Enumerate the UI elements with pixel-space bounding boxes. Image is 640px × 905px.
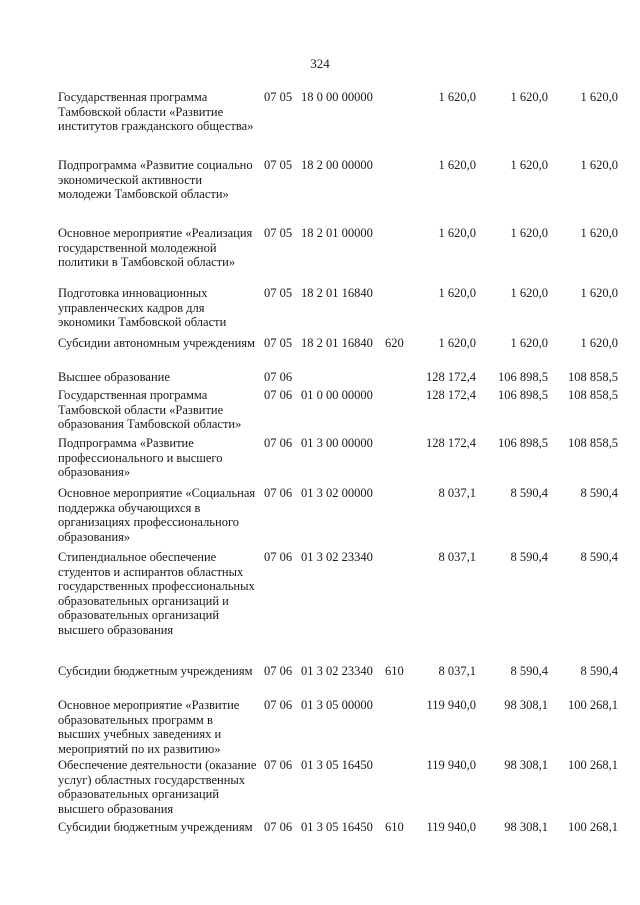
- row-section-code: 07 06: [264, 370, 293, 384]
- row-amount-year3: 1 620,0: [580, 336, 618, 350]
- row-section-code: 07 05: [264, 286, 293, 300]
- row-expense-type: 620: [385, 336, 404, 350]
- row-section-code: 07 06: [264, 550, 293, 564]
- row-name: Основное мероприятие «Реализация государственной молодежной политики в Тамбовской области»: [58, 226, 253, 270]
- row-section-code: 07 05: [264, 158, 293, 172]
- row-amount-year2: 8 590,4: [510, 486, 548, 500]
- row-amount-year3: 108 858,5: [568, 388, 618, 402]
- row-section-code: 07 05: [264, 90, 293, 104]
- row-name: Основное мероприятие «Развитие образовательных программ в высших учебных заведениях и мероприятий по их развитию»: [58, 698, 240, 756]
- row-name: Высшее образование: [58, 370, 170, 384]
- row-name: Государственная программа Тамбовской области «Развитие институтов гражданского общества»: [58, 90, 254, 134]
- row-amount-year3: 108 858,5: [568, 436, 618, 450]
- row-amount-year3: 100 268,1: [568, 698, 618, 712]
- row-amount-year3: 1 620,0: [580, 158, 618, 172]
- row-amount-year1: 1 620,0: [438, 90, 476, 104]
- row-amount-year1: 119 940,0: [426, 820, 476, 834]
- row-amount-year3: 8 590,4: [580, 664, 618, 678]
- row-amount-year3: 1 620,0: [580, 286, 618, 300]
- row-amount-year2: 1 620,0: [510, 336, 548, 350]
- row-amount-year1: 119 940,0: [426, 698, 476, 712]
- row-section-code: 07 06: [264, 664, 293, 678]
- row-target-code: 18 2 01 16840: [301, 286, 373, 300]
- row-amount-year1: 1 620,0: [438, 286, 476, 300]
- row-amount-year1: 8 037,1: [438, 664, 476, 678]
- row-name: Субсидии автономным учреждениям: [58, 336, 255, 350]
- row-target-code: 18 2 00 00000: [301, 158, 373, 172]
- row-amount-year3: 108 858,5: [568, 370, 618, 384]
- row-amount-year1: 1 620,0: [438, 158, 476, 172]
- row-target-code: 01 3 02 23340: [301, 550, 373, 564]
- row-amount-year2: 106 898,5: [498, 370, 548, 384]
- row-amount-year1: 1 620,0: [438, 226, 476, 240]
- row-target-code: 01 3 00 00000: [301, 436, 373, 450]
- row-amount-year2: 106 898,5: [498, 388, 548, 402]
- row-section-code: 07 06: [264, 388, 293, 402]
- row-name: Основное мероприятие «Социальная поддержка обучающихся в организациях профессионального образования»: [58, 486, 256, 544]
- row-amount-year1: 128 172,4: [426, 370, 476, 384]
- row-target-code: 18 0 00 00000: [301, 90, 373, 104]
- row-amount-year2: 98 308,1: [504, 698, 548, 712]
- row-name: Стипендиальное обеспечение студентов и аспирантов областных государственных профессиональных образовательных организаций и образовательных организаций высшего образования: [58, 550, 255, 637]
- row-name: Подготовка инновационных управленческих кадров для экономики Тамбовской области: [58, 286, 227, 330]
- row-section-code: 07 06: [264, 486, 293, 500]
- row-amount-year2: 1 620,0: [510, 286, 548, 300]
- row-section-code: 07 05: [264, 336, 293, 350]
- row-target-code: 01 3 05 00000: [301, 698, 373, 712]
- row-section-code: 07 06: [264, 436, 293, 450]
- row-amount-year2: 1 620,0: [510, 90, 548, 104]
- row-name: Субсидии бюджетным учреждениям: [58, 664, 253, 678]
- row-amount-year2: 1 620,0: [510, 226, 548, 240]
- row-target-code: 01 0 00 00000: [301, 388, 373, 402]
- row-section-code: 07 06: [264, 758, 293, 772]
- row-name: Подпрограмма «Развитие социально экономической активности молодежи Тамбовской области»: [58, 158, 253, 202]
- row-amount-year1: 128 172,4: [426, 436, 476, 450]
- row-amount-year2: 98 308,1: [504, 820, 548, 834]
- row-target-code: 18 2 01 00000: [301, 226, 373, 240]
- page-number: 324: [310, 56, 330, 71]
- row-target-code: 01 3 05 16450: [301, 758, 373, 772]
- row-amount-year3: 100 268,1: [568, 820, 618, 834]
- row-target-code: 18 2 01 16840: [301, 336, 373, 350]
- row-name: Подпрограмма «Развитие профессионального и высшего образования»: [58, 436, 223, 480]
- row-target-code: 01 3 05 16450: [301, 820, 373, 834]
- row-target-code: 01 3 02 00000: [301, 486, 373, 500]
- row-name: Государственная программа Тамбовской области «Развитие образования Тамбовской области»: [58, 388, 242, 432]
- row-amount-year1: 128 172,4: [426, 388, 476, 402]
- row-amount-year3: 1 620,0: [580, 226, 618, 240]
- row-name: Обеспечение деятельности (оказание услуг) областных государственных образовательных организаций высшего образования: [58, 758, 257, 816]
- row-name: Субсидии бюджетным учреждениям: [58, 820, 253, 834]
- row-expense-type: 610: [385, 820, 404, 834]
- row-amount-year3: 8 590,4: [580, 486, 618, 500]
- row-amount-year2: 1 620,0: [510, 158, 548, 172]
- row-target-code: 01 3 02 23340: [301, 664, 373, 678]
- row-amount-year2: 106 898,5: [498, 436, 548, 450]
- row-expense-type: 610: [385, 664, 404, 678]
- row-amount-year1: 8 037,1: [438, 486, 476, 500]
- row-amount-year2: 8 590,4: [510, 550, 548, 564]
- row-amount-year3: 100 268,1: [568, 758, 618, 772]
- row-amount-year1: 1 620,0: [438, 336, 476, 350]
- row-amount-year1: 8 037,1: [438, 550, 476, 564]
- row-section-code: 07 06: [264, 698, 293, 712]
- row-amount-year1: 119 940,0: [426, 758, 476, 772]
- row-amount-year2: 8 590,4: [510, 664, 548, 678]
- row-amount-year2: 98 308,1: [504, 758, 548, 772]
- row-amount-year3: 8 590,4: [580, 550, 618, 564]
- row-section-code: 07 06: [264, 820, 293, 834]
- row-amount-year3: 1 620,0: [580, 90, 618, 104]
- row-section-code: 07 05: [264, 226, 293, 240]
